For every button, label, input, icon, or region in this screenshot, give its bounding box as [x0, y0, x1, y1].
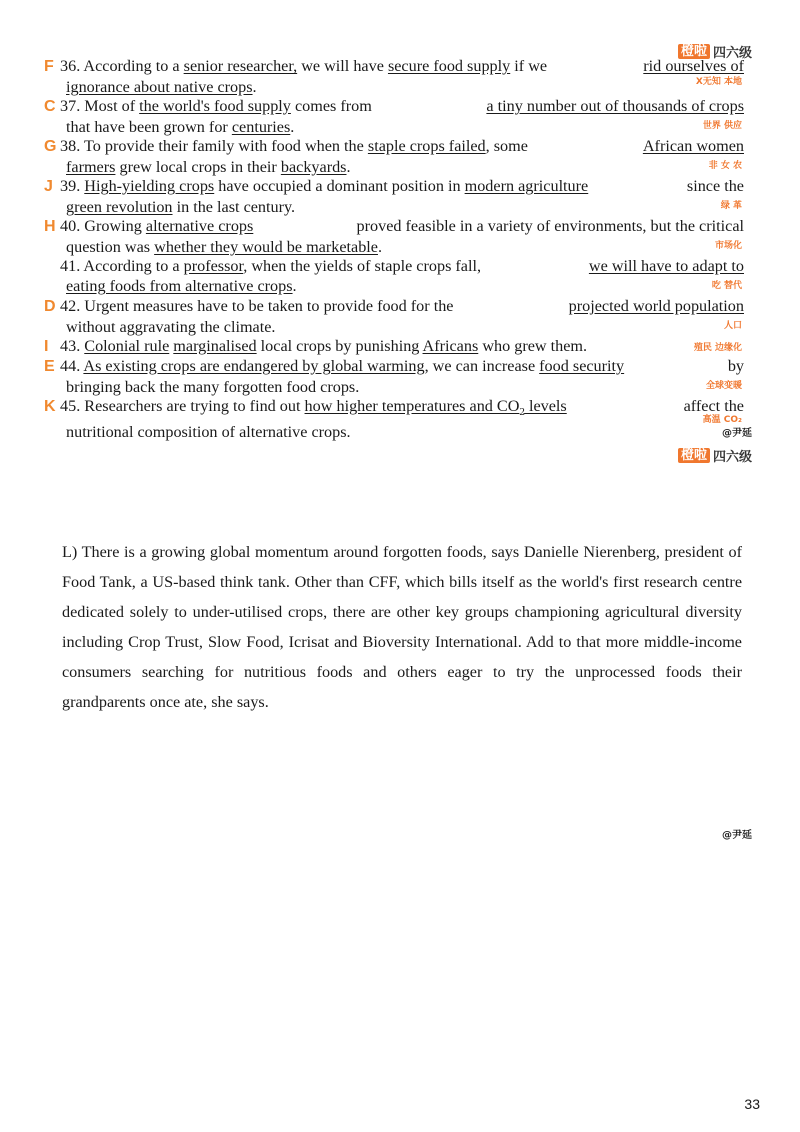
question-45: K 45. Researchers are trying to find out how higher temperatures and $CO_2$ levels affect the nutritional composition of alternative crops. 高温 CO₂: [44, 397, 744, 442]
question-number: 43.: [60, 337, 81, 355]
question-42: D 42. Urgent measures have to be taken to provide food for the projected world population without aggravating the climate. 人口: [44, 297, 744, 336]
question-44: E 44. As existing crops are endangered by global warming, we can increase food security by bringing back the many forgotten food crops. 全球变暖: [44, 357, 744, 396]
question-38: G 38. To provide their family with food when the staple crops failed, some African women farmers grew local crops in their backyards. 非 女 农: [44, 137, 744, 176]
annotation-note: 非 女 农: [708, 161, 742, 171]
question-39: J 39. High-yielding crops have occupied a dominant position in modern agriculture since the green revolution in the last century. 绿 革: [44, 177, 744, 216]
annotation-note: 殖民 边缘化: [693, 343, 742, 353]
annotation-note: 绿 革: [720, 201, 742, 211]
brand-header-mid: [678, 446, 752, 465]
answer-letter: G: [44, 138, 57, 155]
annotation-note: 高温 CO₂: [702, 415, 742, 425]
answer-letter: F: [44, 58, 54, 75]
signature-bottom: @尹延: [722, 830, 752, 841]
question-number: 40.: [60, 217, 81, 235]
question-list: [44, 56, 744, 442]
brand-label: 四六级: [712, 46, 752, 61]
annotation-note: 全球变暖: [705, 381, 742, 391]
page-number: 33: [744, 1096, 760, 1112]
question-number: 37.: [60, 97, 81, 115]
answer-letter: E: [44, 358, 55, 375]
question-37: C 37. Most of the world's food supply comes from a tiny number out of thousands of crops that have been grown for centuries. 世界 供应: [44, 97, 744, 136]
answer-letter: J: [44, 178, 53, 195]
brand-label: 四六级: [712, 450, 752, 465]
question-number: 41.: [60, 257, 81, 275]
question-number: 39.: [60, 177, 81, 195]
passage-paragraph-l: L) There is a growing global momentum around forgotten foods, says Danielle Nierenberg, president of Food Tank, a US-based think tank. Other than CFF, which bills itself as the world's first research centre dedicated solely to under-utilised crops, there are other key groups championing agricultural diversity including Crop Trust, Slow Food, Icrisat and Bioversity International. Add to that more middle-income consumers searching for nutritious foods and others eager to try the unprocessed foods their grandparents once ate, she says.: [62, 543, 742, 711]
answer-letter: D: [44, 298, 56, 315]
answer-letter: C: [44, 98, 56, 115]
question-number: 38.: [60, 137, 81, 155]
question-number: 45.: [60, 397, 81, 415]
question-number: 44.: [60, 357, 81, 375]
brand-logo: 橙啦: [678, 44, 710, 59]
annotation-note: 人口: [723, 321, 742, 331]
answer-letter: K: [44, 398, 56, 415]
brand-logo: 橙啦: [678, 448, 710, 463]
question-40: H 40. Growing alternative crops proved feasible in a variety of environments, but the critical question was whether they would be marketable. 市场化: [44, 217, 744, 256]
question-number: 42.: [60, 297, 81, 315]
question-43: I 43. Colonial rule marginalised local crops by punishing Africans who grew them. 殖民 边缘化: [44, 336, 744, 356]
annotation-note: X无知 本地: [695, 77, 742, 87]
annotation-note: 市场化: [714, 241, 742, 251]
question-36: F 36. According to a senior researcher, we will have secure food supply if we rid ourselves of ignorance about native crops. X无知 本地: [44, 57, 744, 96]
answer-letter: I: [44, 338, 49, 355]
annotation-note: 吃 替代: [711, 281, 742, 291]
signature-top: @尹延: [722, 428, 752, 439]
annotation-note: 世界 供应: [702, 121, 742, 131]
question-41: 41. According to a professor, when the yields of staple crops fall, we will have to adapt to eating foods from alternative crops. 吃 替代: [60, 257, 744, 295]
question-number: 36.: [60, 57, 81, 75]
answer-letter: H: [44, 218, 56, 235]
